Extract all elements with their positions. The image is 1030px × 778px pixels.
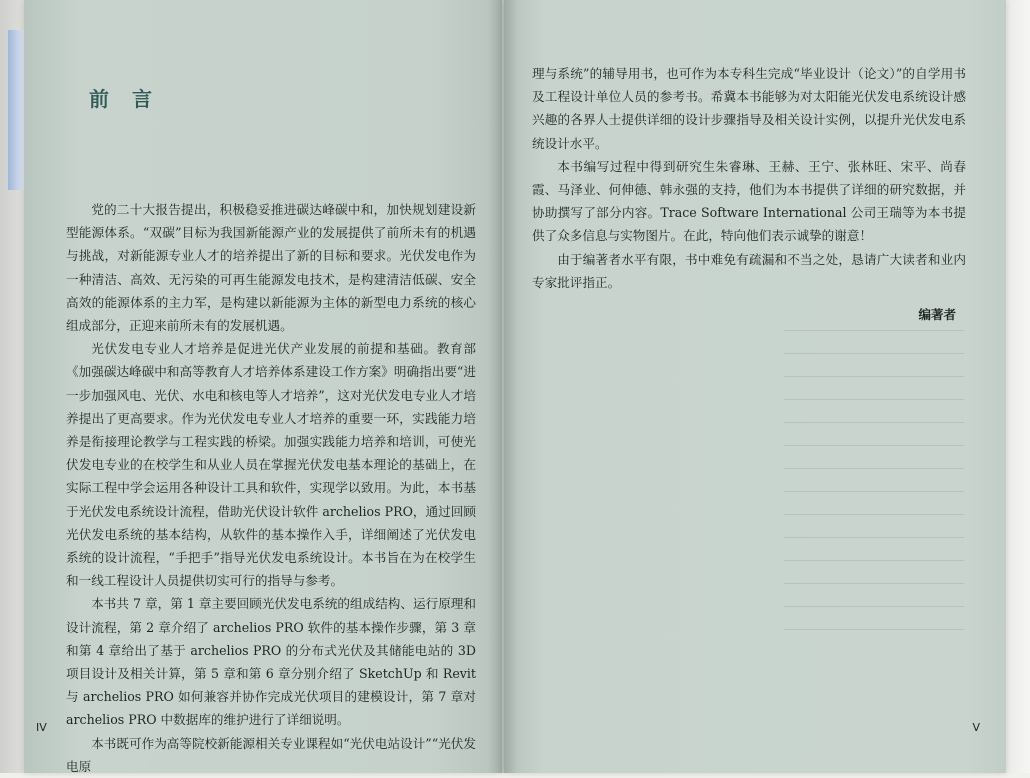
- page-heading: 前 言: [89, 87, 160, 111]
- left-page: [24, 0, 502, 773]
- paragraph: 由于编著者水平有限，书中难免有疏漏和不当之处，恳请广大读者和业内专家批评指正。: [532, 251, 966, 290]
- left-body: [66, 198, 476, 778]
- page-number-left: IV: [36, 721, 47, 734]
- right-page: [504, 0, 1006, 773]
- signature: 编著者: [918, 307, 956, 322]
- bleed-through: [784, 330, 964, 630]
- paragraph: 党的二十大报告提出，积极稳妥推进碳达峰碳中和，加快规划建设新型能源体系。“双碳”目标为我国新能源产业的发展提供了前所未有的机遇与挑战，对新能源专业人才的培养提出了新的目标和要求。光伏发电作为一种清洁、高效、无污染的可再生能源发电技术，是构建清洁低碳、安全高效的能源体系的主力军，是构建以新能源为主体的新型电力系统的核心组成部分，正迎来前所未有的发展机遇。: [66, 202, 476, 334]
- paragraph: 本书共 7 章，第 1 章主要回顾光伏发电系统的组成结构、运行原理和设计流程，第 2 章介绍了 archelios PRO 软件的基本操作步骤，第 3 章和第 4 章给出了基于 archelios PRO 的分布式光伏及其储能电站的 3D 项目设计及相关计算，第 5 章和第 6 章分别介绍了 SketchUp 和 Revit 与 archelios PRO 如何兼容并协作完成光伏项目的建模设计，第 7 章对 archelios PRO 中数据库的维护进行了详细说明。: [66, 596, 476, 728]
- paragraph: 本书编写过程中得到研究生朱睿琳、王赫、王宁、张林旺、宋平、尚春霞、马泽业、何伸德、韩永强的支持，他们为本书提供了详细的研究数据，并协助撰写了部分内容。Trace Software International 公司王瑞等为本书提供了众多信息与实物图片。在此，特向他们表示诚挚的谢意！: [532, 158, 966, 244]
- page-number-right: V: [972, 721, 980, 734]
- paragraph: 理与系统”的辅导用书，也可作为本专科生完成“毕业设计（论文）”的自学用书及工程设计单位人员的参考书。希冀本书能够为对太阳能光伏发电系统设计感兴趣的各界人士提供详细的设计步骤指导及相关设计实例，以提升光伏发电系统设计水平。: [532, 66, 966, 151]
- book-spine: [488, 0, 518, 773]
- paragraph: 光伏发电专业人才培养是促进光伏产业发展的前提和基础。教育部《加强碳达峰碳中和高等教育人才培养体系建设工作方案》明确指出要“进一步加强风电、光伏、水电和核电等人才培养”，这对光伏发电专业人才培养提出了更高要求。作为光伏发电专业人才培养的重要一环，实践能力培养是衔接理论教学与工程实践的桥梁。加强实践能力培养和培训，可使光伏发电专业的在校学生和从业人员在掌握光伏发电基本理论的基础上，在实际工程中学会运用各种设计工具和软件，实现学以致用。为此，本书基于光伏发电系统设计流程，借助光伏设计软件 archelios PRO，通过回顾光伏发电系统的基本结构，从软件的基本操作入手，详细阐述了光伏发电系统的设计流程，“手把手”指导光伏发电系统设计。本书旨在为在校学生和一线工程设计人员提供切实可行的指导与参考。: [66, 341, 476, 589]
- book-edge: [8, 30, 24, 190]
- paragraph: 本书既可作为高等院校新能源相关专业课程如“光伏电站设计”“光伏发电原: [66, 735, 476, 774]
- right-body: [532, 62, 966, 294]
